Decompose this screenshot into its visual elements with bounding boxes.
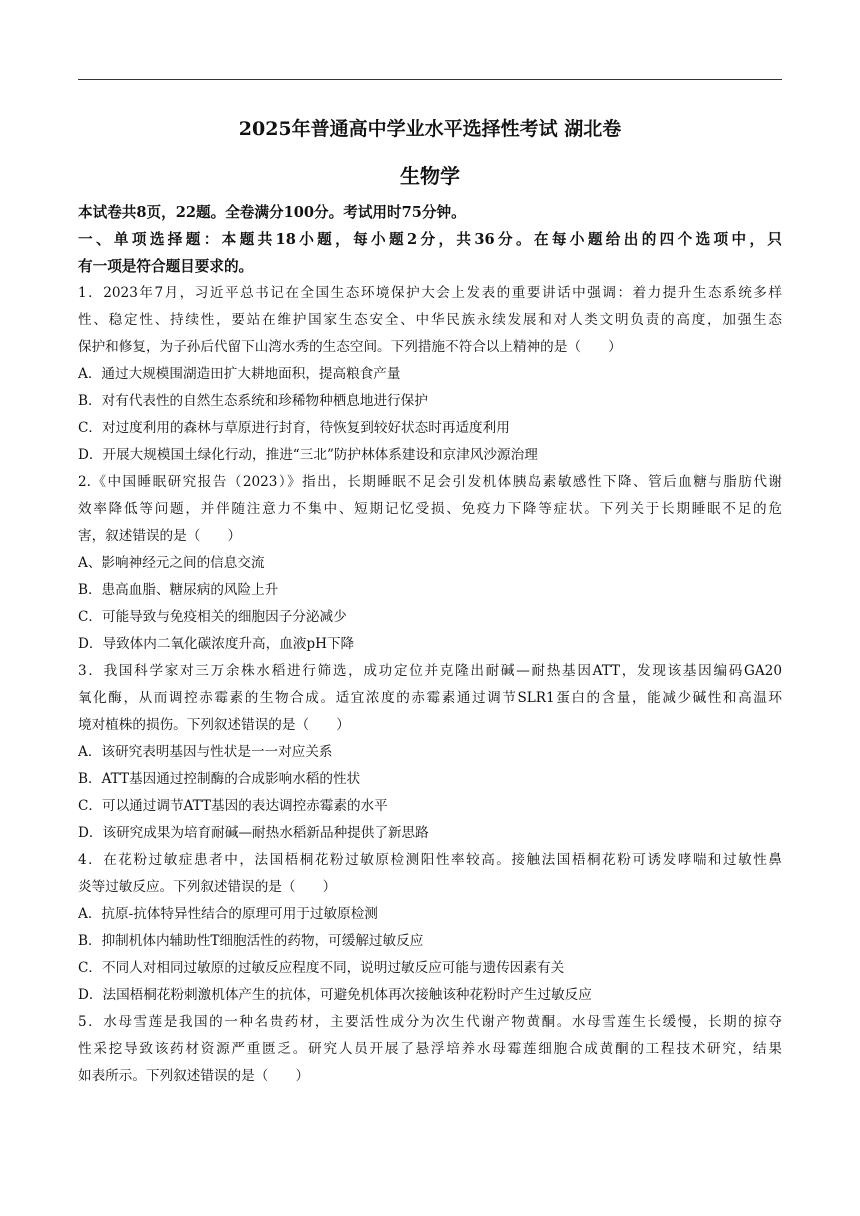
exam-content — [78, 199, 782, 1090]
option-a: A．该研究表明基因与性状是一一对应关系 — [78, 744, 333, 760]
option-c: C．不同人对相同过敏原的过敏反应程度不同，说明过敏反应可能与遗传因素有关 — [78, 960, 565, 976]
question-2 — [78, 469, 782, 658]
section-heading-line: 有一项是符合题目要求的。 — [78, 258, 254, 275]
question-stem-line: 性、稳定性、持续性，要站在维护国家生态安全、中华民族永续发展和对人类文明负责的高度，加强生态 — [78, 312, 782, 328]
question-stem-line: 如表所示。下列叙述错误的是（ ） — [78, 1068, 310, 1084]
question-stem-line: 5．水母雪莲是我国的一种名贵药材，主要活性成分为次生代谢产物黄酮。水母雪莲生长缓慢，长期的掠夺 — [78, 1014, 782, 1030]
question-stem-line: 炎等过敏反应。下列叙述错误的是（ ） — [78, 879, 337, 895]
subject-title: 生物学 — [400, 164, 460, 188]
question-stem-line: 境对植株的损伤。下列叙述错误的是（ ） — [78, 717, 350, 733]
option-a: A．通过大规模围湖造田扩大耕地面积，提高粮食产量 — [78, 366, 401, 382]
option-c: C．对过度利用的森林与草原进行封育，待恢复到较好状态时再适度利用 — [78, 420, 510, 436]
option-b: B．患高血脂、糖尿病的风险上升 — [78, 582, 279, 598]
option-d: D．导致体内二氧化碳浓度升高，血液pH下降 — [78, 636, 355, 652]
question-stem-line: 2.《中国睡眠研究报告（2023）》指出，长期睡眠不足会引发机体胰岛素敏感性下降、管后血糖与脂肪代谢 — [78, 474, 782, 490]
question-stem-line: 保护和修复，为子孙后代留下山湾水秀的生态空间。下列措施不符合以上精神的是（ ） — [78, 339, 622, 355]
option-c: C．可能导致与免疫相关的细胞因子分泌减少 — [78, 609, 347, 625]
question-4 — [78, 847, 782, 1009]
exam-info: 本试卷共8页，22题。全卷满分100分。考试用时75分钟。 — [78, 204, 466, 221]
option-b: B．ATT基因通过控制酶的合成影响水稻的性状 — [78, 771, 361, 787]
question-stem-line: 4．在花粉过敏症患者中，法国梧桐花粉过敏原检测阳性率较高。接触法国梧桐花粉可诱发哮喘和过敏性鼻 — [78, 852, 782, 868]
option-d: D．法国梧桐花粉刺激机体产生的抗体，可避免机体再次接触该种花粉时产生过敏反应 — [78, 987, 592, 1003]
question-stem-line: 性采挖导致该药材资源严重匮乏。研究人员开展了悬浮培养水母霉莲细胞合成黄酮的工程技术研究，结果 — [78, 1041, 782, 1057]
question-3 — [78, 658, 782, 847]
question-stem-line: 1．2023年7月，习近平总书记在全国生态环境保护大会上发表的重要讲话中强调：着力提升生态系统多样 — [78, 285, 782, 301]
exam-title: 2025年普通高中学业水平选择性考试 湖北卷 — [238, 118, 622, 140]
option-b: B．抑制机体内辅助性T细胞活性的药物，可缓解过敏反应 — [78, 933, 424, 949]
option-c: C．可以通过调节ATT基因的表达调控赤霉素的水平 — [78, 798, 388, 814]
question-stem-line: 3．我国科学家对三万余株水稻进行筛选，成功定位并克隆出耐碱—耐热基因ATT，发现该基因编码GA20 — [78, 663, 782, 679]
question-1 — [78, 280, 782, 469]
option-d: D．开展大规模国土绿化行动，推进“三北”防护林体系建设和京津风沙源治理 — [78, 447, 538, 463]
option-a: A．抗原-抗体特异性结合的原理可用于过敏原检测 — [78, 906, 378, 922]
option-a: A、影响神经元之间的信息交流 — [78, 555, 265, 571]
question-stem-line: 效率降低等问题，并伴随注意力不集中、短期记忆受损、免疫力下降等症状。下列关于长期睡眠不足的危 — [78, 501, 782, 517]
header-rule — [78, 79, 782, 80]
section-heading-line: 一、单项选择题：本题共18小题，每小题2分，共36分。在每小题给出的四个选项中，只 — [78, 231, 782, 248]
question-5 — [78, 1009, 782, 1090]
question-stem-line: 氧化酶，从而调控赤霉素的生物合成。适宜浓度的赤霉素通过调节SLR1蛋白的含量，能减少碱性和高温环 — [78, 690, 782, 706]
question-stem-line: 害，叙述错误的是（ ） — [78, 528, 242, 544]
option-b: B．对有代表性的自然生态系统和珍稀物种栖息地进行保护 — [78, 393, 428, 409]
option-d: D．该研究成果为培育耐碱—耐热水稻新品种提供了新思路 — [78, 825, 429, 841]
